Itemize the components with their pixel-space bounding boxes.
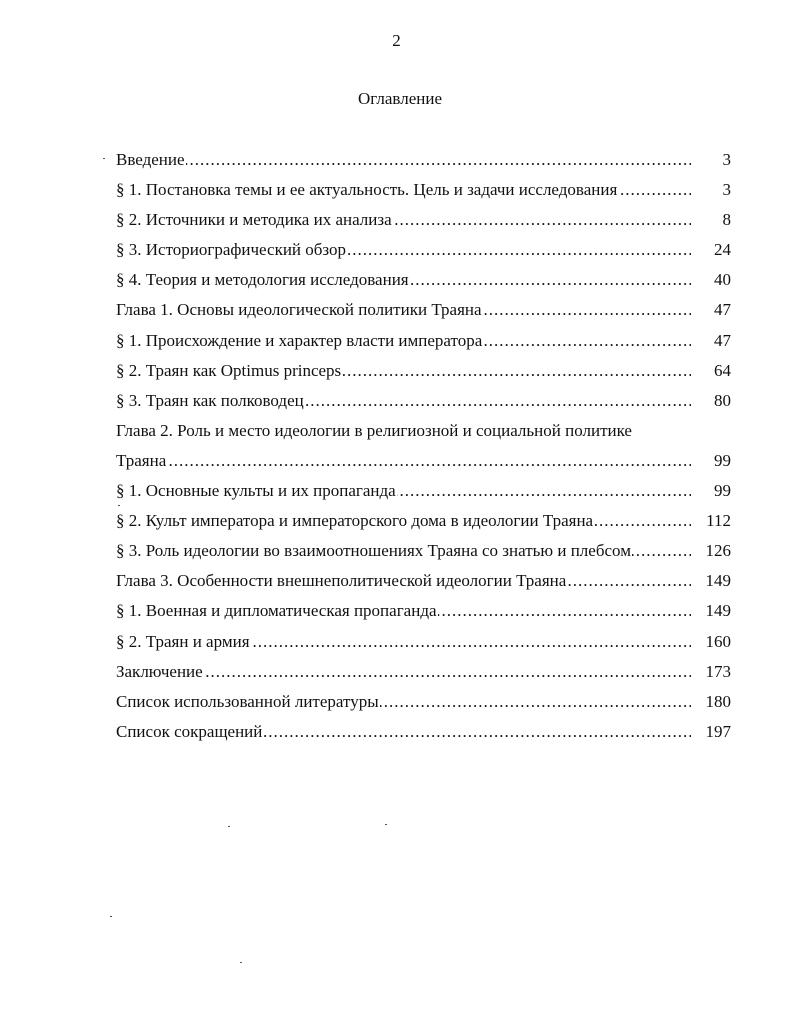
toc-entry[interactable] [116,660,731,690]
toc-entry-page: 64 [714,360,731,380]
scan-speck [110,916,112,917]
toc-entry[interactable] [116,419,731,449]
toc-entry-page: 47 [714,300,731,320]
dot-leader [116,449,691,473]
toc-entry[interactable] [116,298,731,328]
toc-entry-page: 112 [706,511,731,531]
dot-leader [116,148,691,172]
toc-entry-title: Список сокращений [116,721,263,741]
toc-entry[interactable] [116,449,731,479]
toc-entry-title: § 1. Происхождение и характер власти императора [116,330,483,350]
toc-entry[interactable] [116,208,731,238]
scan-speck [118,505,120,506]
toc-entry-page: 149 [705,571,731,591]
toc-entry[interactable] [116,178,731,208]
toc-entry-page: 99 [714,481,731,501]
toc-entry-page: 126 [705,541,731,561]
toc-entry[interactable] [116,238,731,268]
toc-entry-title: § 2. Траян и армия [116,631,250,651]
table-of-contents [116,148,731,750]
toc-entry-page: 47 [714,330,731,350]
toc-entry-page: 173 [705,661,731,681]
toc-entry[interactable] [116,720,731,750]
toc-entry[interactable] [116,509,731,539]
toc-entry[interactable] [116,329,731,359]
toc-entry[interactable] [116,389,731,419]
toc-entry[interactable] [116,599,731,629]
scan-speck [103,158,105,159]
toc-entry-page: 160 [705,631,731,651]
toc-entry-title: Глава 1. Основы идеологической политики Траяна [116,300,482,320]
toc-entry-title: § 3. Роль идеологии во взаимоотношениях Траяна со знатью и плебсом [116,541,631,561]
toc-entry-page: 3 [722,150,731,169]
scan-speck [240,962,242,963]
toc-entry-title: Заключение [116,661,203,681]
scan-speck [228,826,230,827]
toc-entry[interactable] [116,690,731,720]
toc-entry[interactable] [116,359,731,389]
toc-entry[interactable] [116,569,731,599]
toc-entry-page: 24 [714,240,731,260]
toc-entry-page: 180 [705,691,731,711]
toc-entry[interactable] [116,268,731,298]
toc-entry-title: § 3. Историографический обзор [116,240,347,260]
toc-entry-page: 3 [722,180,731,200]
toc-entry-page: 99 [714,450,731,470]
toc-entry-title: Глава 2. Роль и место идеологии в религиозной и социальной политике [116,420,632,440]
toc-entry-title: § 2. Источники и методика их анализа [116,210,392,230]
toc-entry-page: 197 [705,721,731,741]
toc-entry[interactable] [116,630,731,660]
toc-entry[interactable] [116,539,731,569]
toc-entry-title: § 1. Постановка темы и ее актуальность. Цель и задачи исследования [116,180,618,200]
toc-entry-title: Глава 3. Особенности внешнеполитической идеологии Траяна [116,571,567,591]
toc-entry-title: § 2. Траян как Optimus princeps [116,360,342,380]
toc-entry-title: § 1. Основные культы и их пропаганда [116,481,396,501]
toc-entry-page: 149 [705,601,731,621]
toc-entry-title: Введение [116,150,185,169]
toc-entry-page: 40 [714,270,731,290]
toc-entry-title: Траяна [116,450,167,470]
toc-entry-title: § 4. Теория и методология исследования [116,270,409,290]
toc-entry[interactable] [116,148,731,178]
page-number: 2 [392,31,401,50]
toc-entry-page: 80 [714,390,731,410]
toc-entry-page: 8 [722,210,731,230]
toc-entry-title: § 3. Траян как полководец [116,390,304,410]
toc-entry-title: Список использованной литературы [116,691,379,711]
toc-entry-title: § 1. Военная и дипломатическая пропаганда [116,601,437,621]
toc-entry[interactable] [116,479,731,509]
toc-heading: Оглавление [358,89,442,108]
scan-speck [385,824,387,825]
toc-entry-title: § 2. Культ императора и императорского дома в идеологии Траяна [116,511,594,531]
